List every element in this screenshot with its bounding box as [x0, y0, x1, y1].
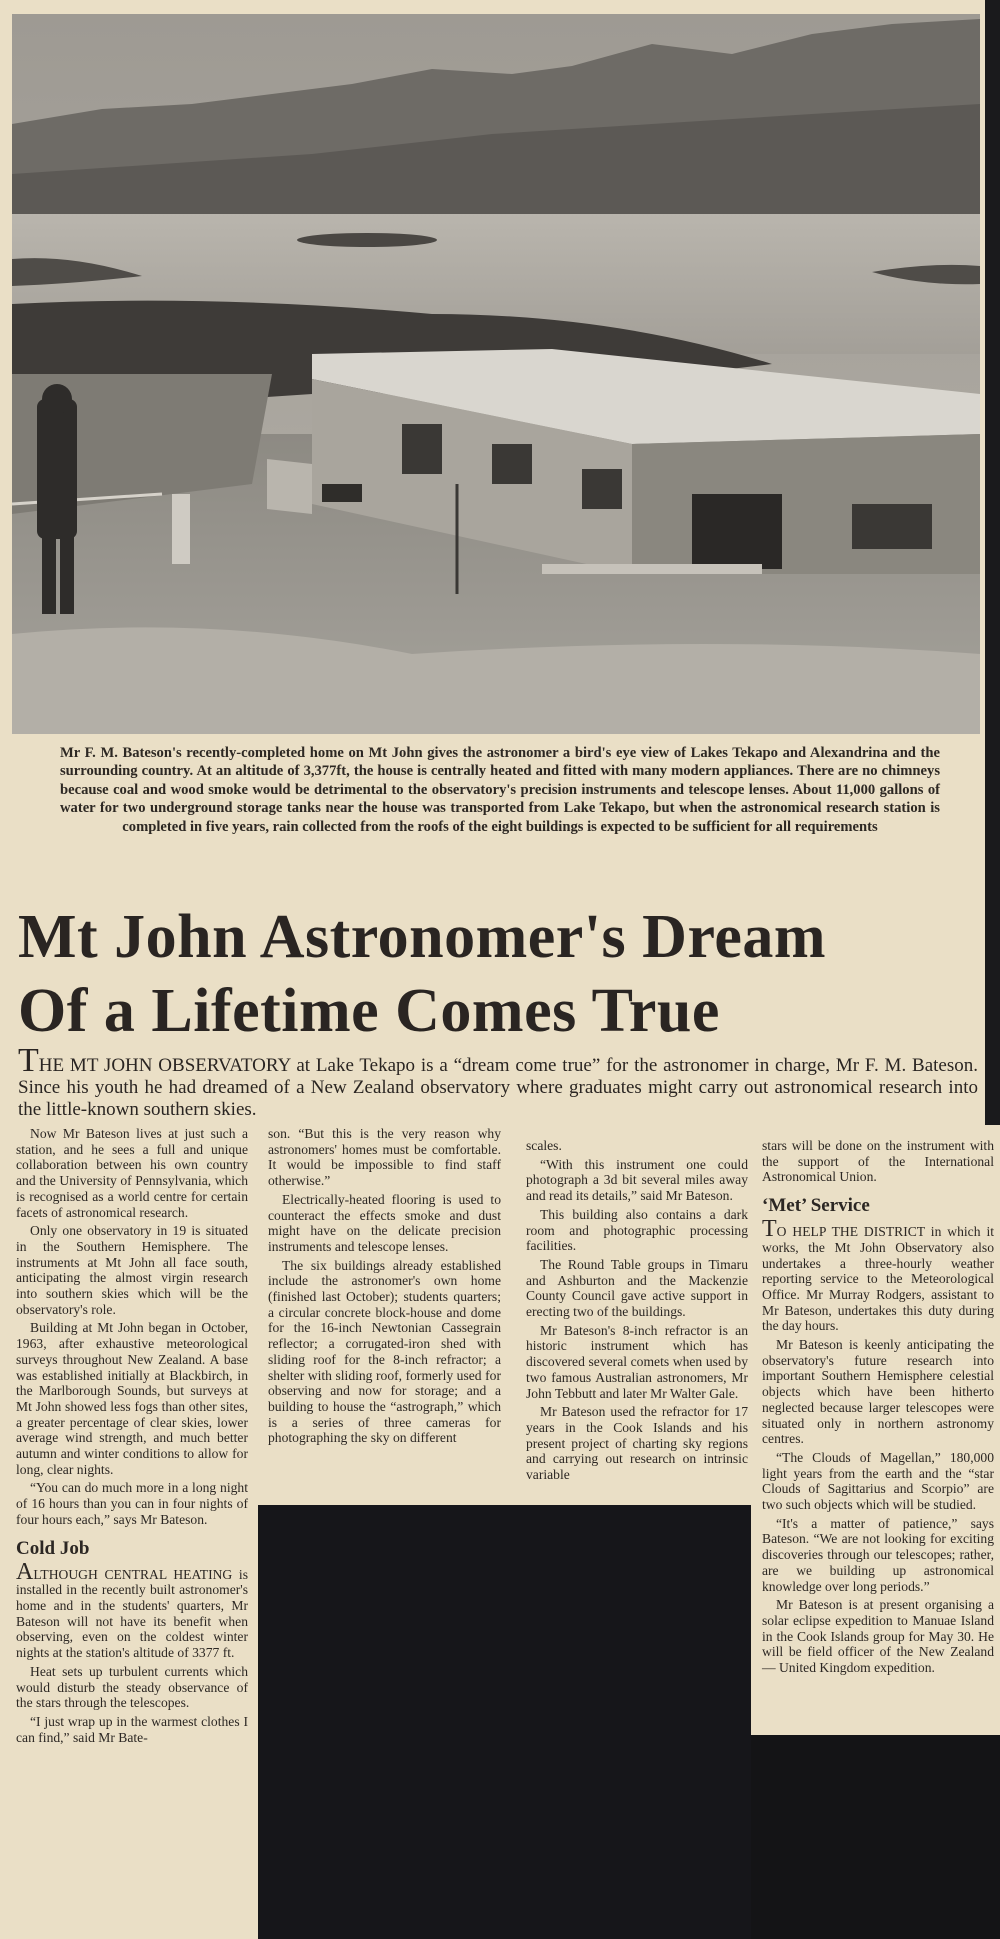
headline: [18, 900, 978, 1048]
col4-paragraph-4: “The Clouds of Magellan,” 180,000 light years from the earth and the “star Clouds of Sagittarius and Scorpio” are two such objects which will be studied.: [762, 1449, 994, 1513]
col4-paragraph-6: Mr Bateson is at present organising a solar eclipse expedition to Manuae Island in the Cook Islands group for May 30. He will be field officer of the New Zealand — United Kingdom expedition.: [762, 1597, 994, 1676]
house-on-mt-john-photo: [12, 14, 980, 734]
headline-line-2: Of a Lifetime Comes True: [18, 977, 720, 1045]
col1-paragraph-7: “I just wrap up in the warmest clothes I can find,” said Mr Bate-: [16, 1713, 248, 1745]
col3-paragraph-3: This building also contains a dark room and photographic processing facilities.: [526, 1206, 748, 1254]
col4-paragraph-2-text: O HELP THE DISTRICT in which it works, the Mt John Observatory also undertakes a three-hourly weather reporting service to the Meteorological Office. Mr Murray Rodgers, assistant to Mr Bateson, undertakes this duty during the day hours.: [762, 1224, 994, 1334]
article-column-3: [526, 1138, 748, 1486]
background-edge: [985, 0, 1000, 1125]
col4-paragraph-3: Mr Bateson is keenly anticipating the observatory's future research into important Southern Hemisphere celestial objects which have been hitherto neglected because larger telescopes were situated only in northern astronomy centres.: [762, 1337, 994, 1447]
col2-paragraph-3: The six buildings already established include the astronomer's own home (finished last October); students quarters; a circular concrete block-house and dome for the 16-inch Newtonian Cassegrain reflector; a corrugated-iron shed with sliding roof for the 8-inch refractor; a shelter with sliding roof, formerly used for observing and now for storage; and a building to house the “astrograph,” which is a series of three cameras for photographing the sky on different: [268, 1257, 501, 1446]
landscape-photo-illustration: [12, 14, 980, 734]
article-column-2: [268, 1126, 501, 1449]
col4-dropcap: T: [762, 1216, 777, 1243]
cutout-dark-background-right: [751, 1735, 1000, 1939]
col4-paragraph-5: “It's a matter of patience,” says Bateson. “We are not looking for exciting discoveries through our telescopes; rather, are we building up astronomical knowledge over long periods.”: [762, 1515, 994, 1594]
col1-paragraph-2: Only one observatory in 19 is situated in the Southern Hemisphere. The instruments at Mt John all face south, anticipating the almost virgin research into southern skies which will be the observatory's role.: [16, 1223, 248, 1317]
col1-dropcap: A: [16, 1558, 34, 1585]
article-column-1: [16, 1126, 248, 1748]
col3-paragraph-5: Mr Bateson's 8-inch refractor is an historic instrument which has discovered several comets when used by two famous Australian astronomers, Mr John Tebbutt and later Mr Walter Gale.: [526, 1322, 748, 1401]
col4-paragraph-1: stars will be done on the instrument with the support of the International Astronomical Union.: [762, 1138, 994, 1185]
subheading-met-service: ‘Met’ Service: [762, 1195, 870, 1217]
article-column-4: [762, 1138, 994, 1679]
headline-line-1: Mt John Astronomer's Dream: [18, 903, 827, 971]
lead-paragraph: [18, 1042, 978, 1121]
col1-paragraph-5-text: LTHOUGH CENTRAL HEATING is installed in the recently built astronomer's home and in the students' quarters, Mr Bateson will not have its benefit when observing, even on the coldest winter nights at the station's altitude of 3377 ft.: [16, 1566, 248, 1661]
col2-paragraph-1: son. “But this is the very reason why astronomers' homes must be comfortable. It would be impossible to find staff otherwise.”: [268, 1126, 501, 1189]
col1-paragraph-1: Now Mr Bateson lives at just such a station, and he sees a full and unique collaboration between his own country and the University of Pennsylvania, which is recognised as a world centre for certain facets of astronomical research.: [16, 1126, 248, 1220]
col1-paragraph-4: “You can do much more in a long night of 16 hours than you can in four nights of four hours each,” says Mr Bateson.: [16, 1480, 248, 1527]
col1-paragraph-5: [16, 1558, 248, 1661]
col3-paragraph-1: scales.: [526, 1138, 562, 1153]
col1-paragraph-6: Heat sets up turbulent currents which would disturb the steady observance of the stars through the telescopes.: [16, 1663, 248, 1711]
col3-paragraph-4: The Round Table groups in Timaru and Ashburton and the Mackenzie County Council gave active support in erecting two of the buildings.: [526, 1256, 748, 1320]
cutout-dark-background: [258, 1505, 751, 1939]
col3-paragraph-6: Mr Bateson used the refractor for 17 years in the Cook Islands and his present project of charting sky regions and carrying out research on intrinsic variable: [526, 1404, 748, 1483]
col2-paragraph-2: Electrically-heated flooring is used to counteract the effects smoke and dust might have on the delicate precision instruments and telescope lenses.: [268, 1191, 501, 1254]
col4-paragraph-2: [762, 1216, 994, 1334]
lead-dropcap: T: [18, 1042, 39, 1079]
lead-text: HE MT JOHN OBSERVATORY at Lake Tekapo is a “dream come true” for the astronomer in charge, Mr F. M. Bateson. Since his youth he had dreamed of a New Zealand observatory where graduates might carry out astronomical research into the little-known southern skies.: [18, 1055, 978, 1120]
col3-paragraph-2: “With this instrument one could photograph a 3d bit several miles away and read its details,” said Mr Bateson.: [526, 1156, 748, 1204]
subheading-cold-job: Cold Job: [16, 1537, 90, 1559]
photo-caption: Mr F. M. Bateson's recently-completed home on Mt John gives the astronomer a bird's eye view of Lakes Tekapo and Alexandrina and the surrounding country. At an altitude of 3,377ft, the house is centrally heated and fitted with many modern appliances. There are no chimneys because coal and wood smoke would be detrimental to the observatory's precision instruments and telescope lenses. About 11,000 gallons of water for two underground storage tanks near the house was transported from Lake Tekapo, but when the astronomical research station is completed in five years, rain collected from the roofs of the eight buildings is expected to be sufficient for all requirements: [60, 745, 940, 835]
col1-paragraph-3: Building at Mt John began in October, 1963, after exhaustive meteorological surveys throughout New Zealand. A base was established initially at Blackbirch, in the Marlborough Sounds, but surveys at Mt John showed less fogs than other sites, a greater percentage of clear skies, lower average wind strength, and much better autumn and winter conditions to allow for long, clear nights.: [16, 1320, 248, 1477]
